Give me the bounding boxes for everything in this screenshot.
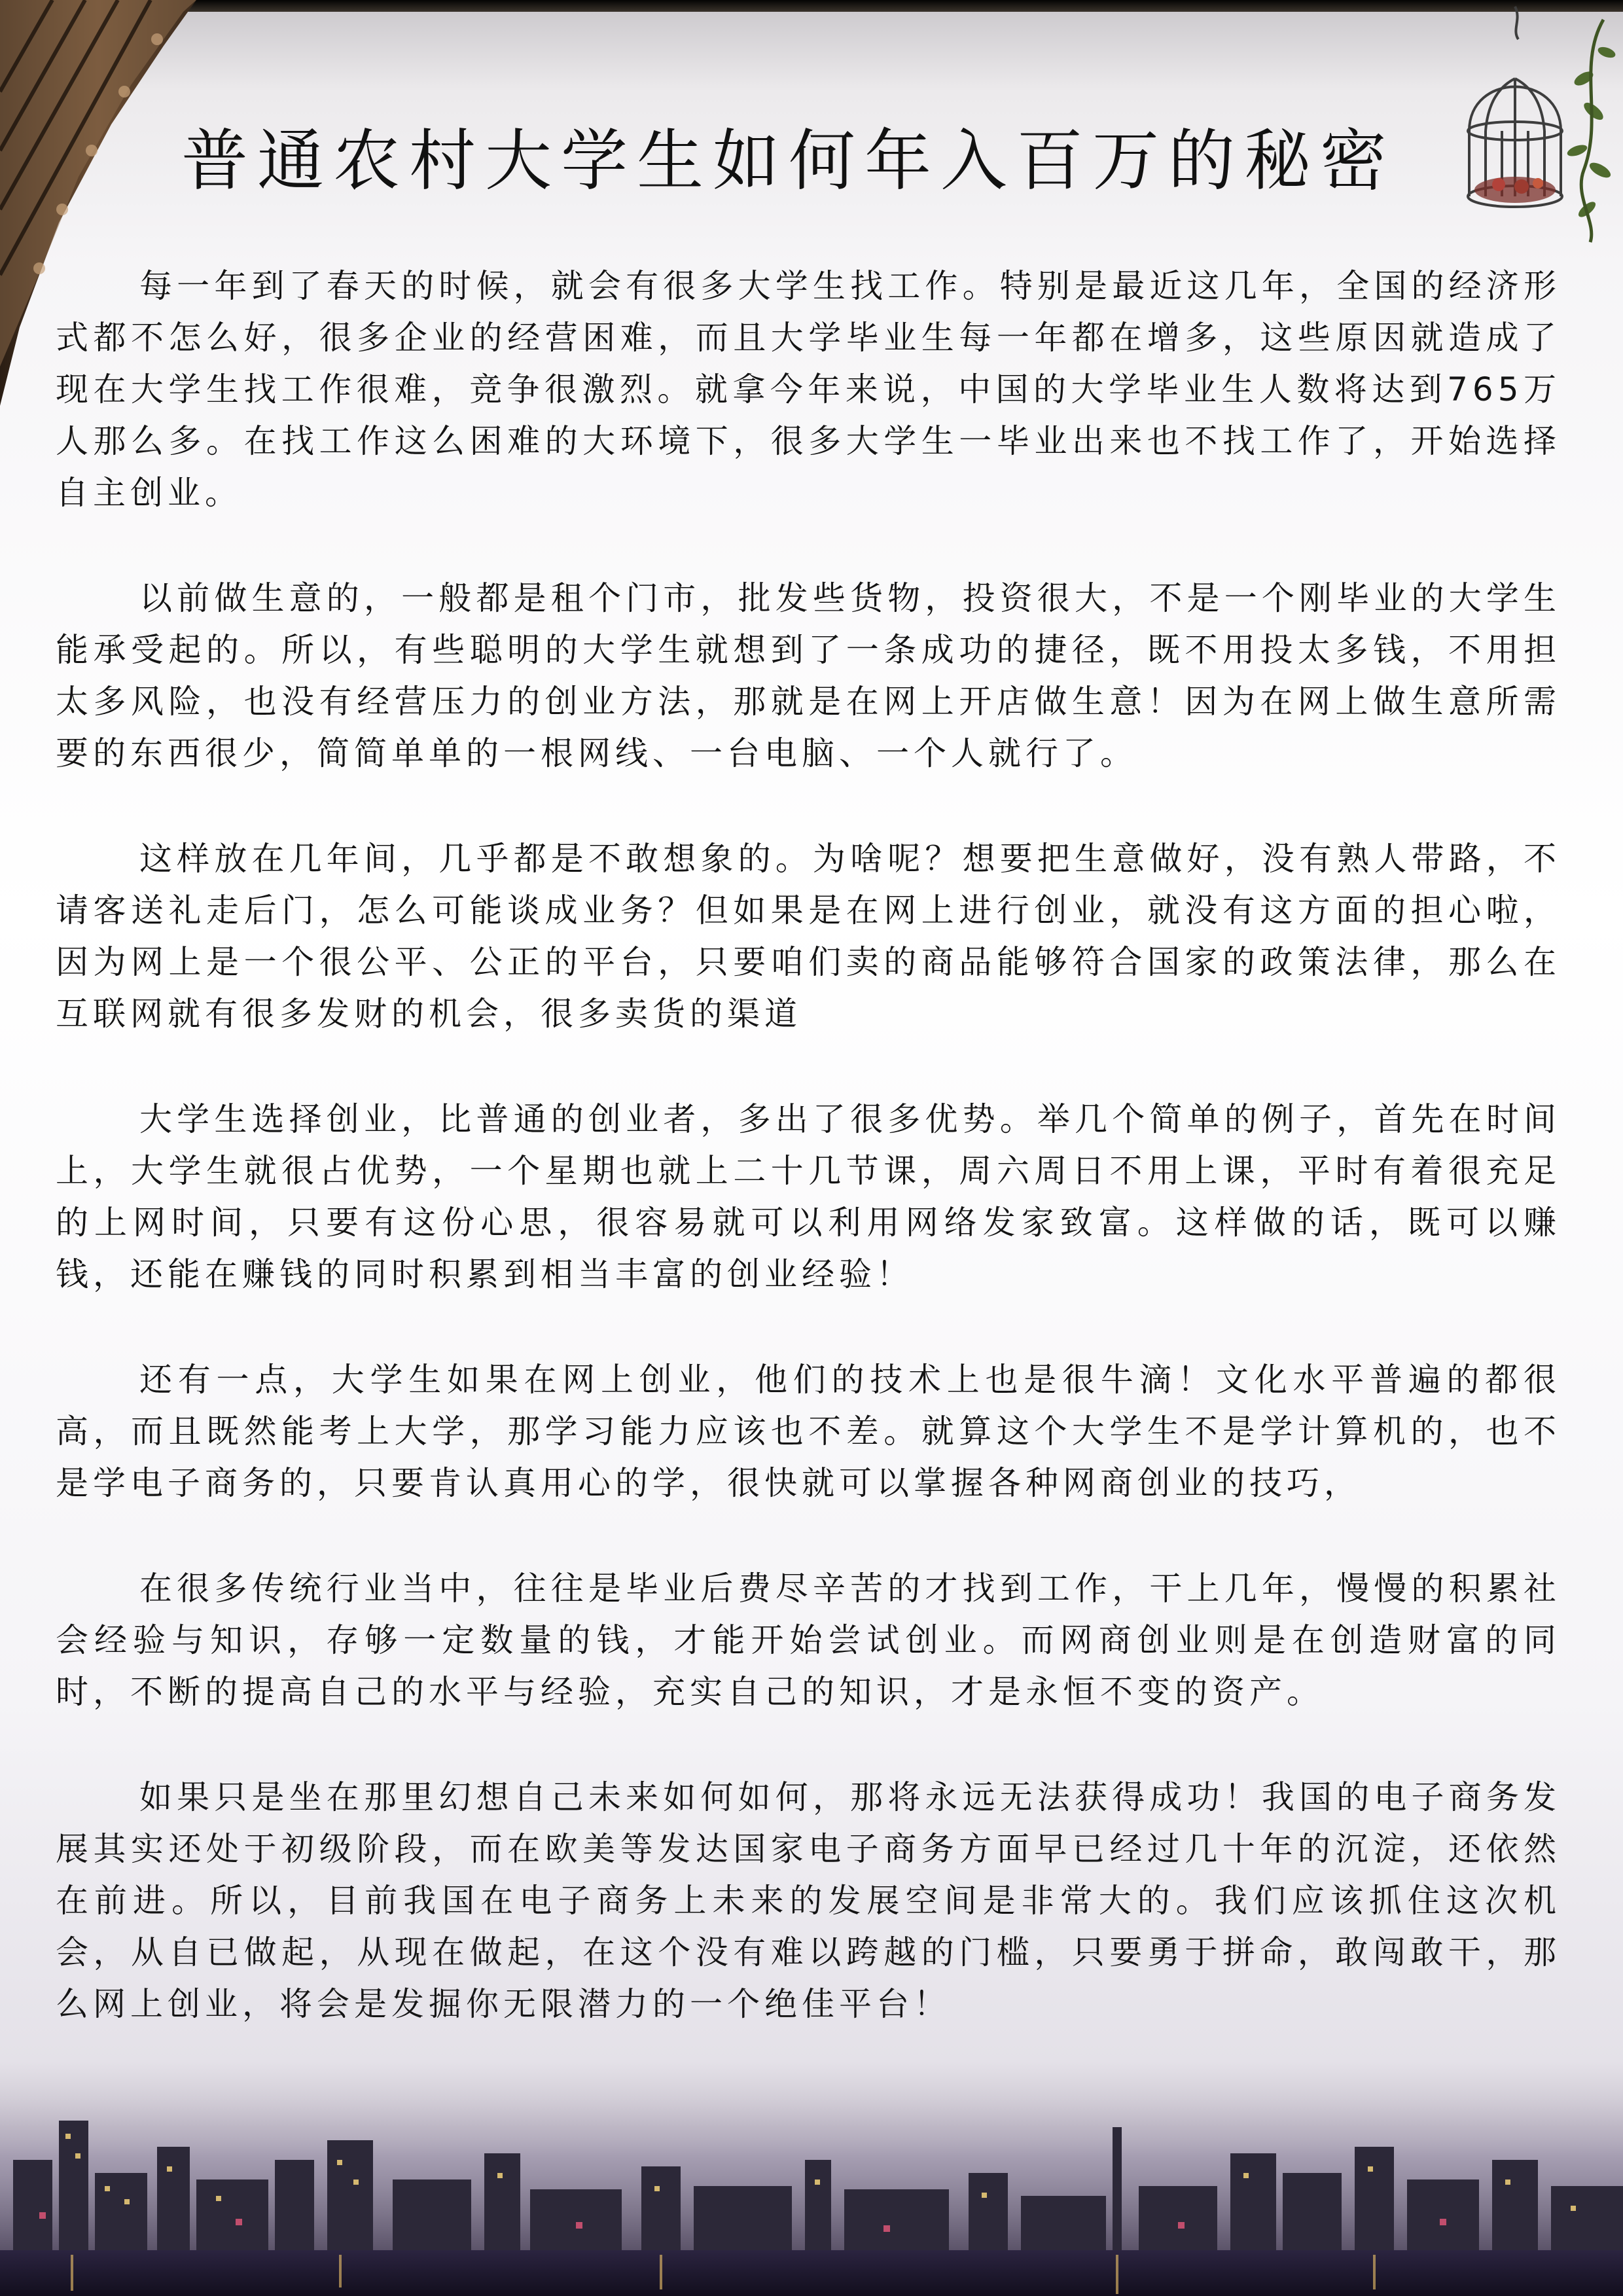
paragraph-2: 以前做生意的，一般都是租个门市，批发些货物，投资很大，不是一个刚毕业的大学生能承受起的。所以，有些聪明的大学生就想到了一条成功的捷径，既不用投太多钱，不用担太多风险，也没有经营压力的创业方法，那就是在网上开店做生意！因为在网上做生意所需要的东西很少，简简单单的一根网线、一台电脑、一个人就行了。 <box>56 579 1561 772</box>
paragraph-3: 这样放在几年间，几乎都是不敢想象的。为啥呢？想要把生意做好，没有熟人带路，不请客送礼走后门，怎么可能谈成业务？但如果是在网上进行创业，就没有这方面的担心啦，因为网上是一个很公平、公正的平台，只要咱们卖的商品能够符合国家的政策法律，那么在互联网就有很多发财的机会，很多卖货的渠道 <box>56 840 1561 1033</box>
paragraph-4: 大学生选择创业，比普通的创业者，多出了很多优势。举几个简单的例子，首先在时间上，大学生就很占优势，一个星期也就上二十几节课，周六周日不用上课，平时有着很充足的上网时间，只要有这份心思，很容易就可以利用网络发家致富。这样做的话，既可以赚钱，还能在赚钱的同时积累到相当丰富的创业经验！ <box>56 1100 1561 1293</box>
paragraph-6: 在很多传统行业当中，往往是毕业后费尽辛苦的才找到工作，干上几年，慢慢的积累社会经验与知识，存够一定数量的钱，才能开始尝试创业。而网商创业则是在创造财富的同时，不断的提高自己的水平与经验，充实自己的知识，才是永恒不变的资产。 <box>56 1570 1561 1711</box>
paragraph-5: 还有一点，大学生如果在网上创业，他们的技术上也是很牛滴！文化水平普遍的都很高，而且既然能考上大学，那学习能力应该也不差。就算这个大学生不是学计算机的，也不是学电子商务的，只要肯认真用心的学，很快就可以掌握各种网商创业的技巧， <box>56 1361 1561 1502</box>
city-skyline-decoration <box>0 2081 1623 2296</box>
paragraph-1: 每一年到了春天的时候，就会有很多大学生找工作。特别是最近这几年，全国的经济形式都不怎么好，很多企业的经营困难，而且大学毕业生每一年都在增多，这些原因就造成了现在大学生找工作很难，竞争很激烈。就拿今年来说，中国的大学毕业生人数将达到765万人那么多。在找工作这么困难的大环境下，很多大学生一毕业出来也不找工作了，开始选择自主创业。 <box>56 267 1561 512</box>
article-body <box>56 260 1561 2084</box>
paragraph-7: 如果只是坐在那里幻想自己未来如何如何，那将永远无法获得成功！我国的电子商务发展其实还处于初级阶段，而在欧美等发达国家电子商务方面早已经过几十年的沉淀，还依然在前进。所以，目前我国在电子商务上未来的发展空间是非常大的。我们应该抓住这次机会，从自已做起，从现在做起，在这个没有难以跨越的门槛，只要勇于拼命，敢闯敢干，那么网上创业，将会是发掘你无限潜力的一个绝佳平台！ <box>56 1778 1561 2023</box>
top-dark-band <box>0 0 1623 12</box>
page-title: 普通农村大学生如何年入百万的秘密 <box>181 122 1396 200</box>
